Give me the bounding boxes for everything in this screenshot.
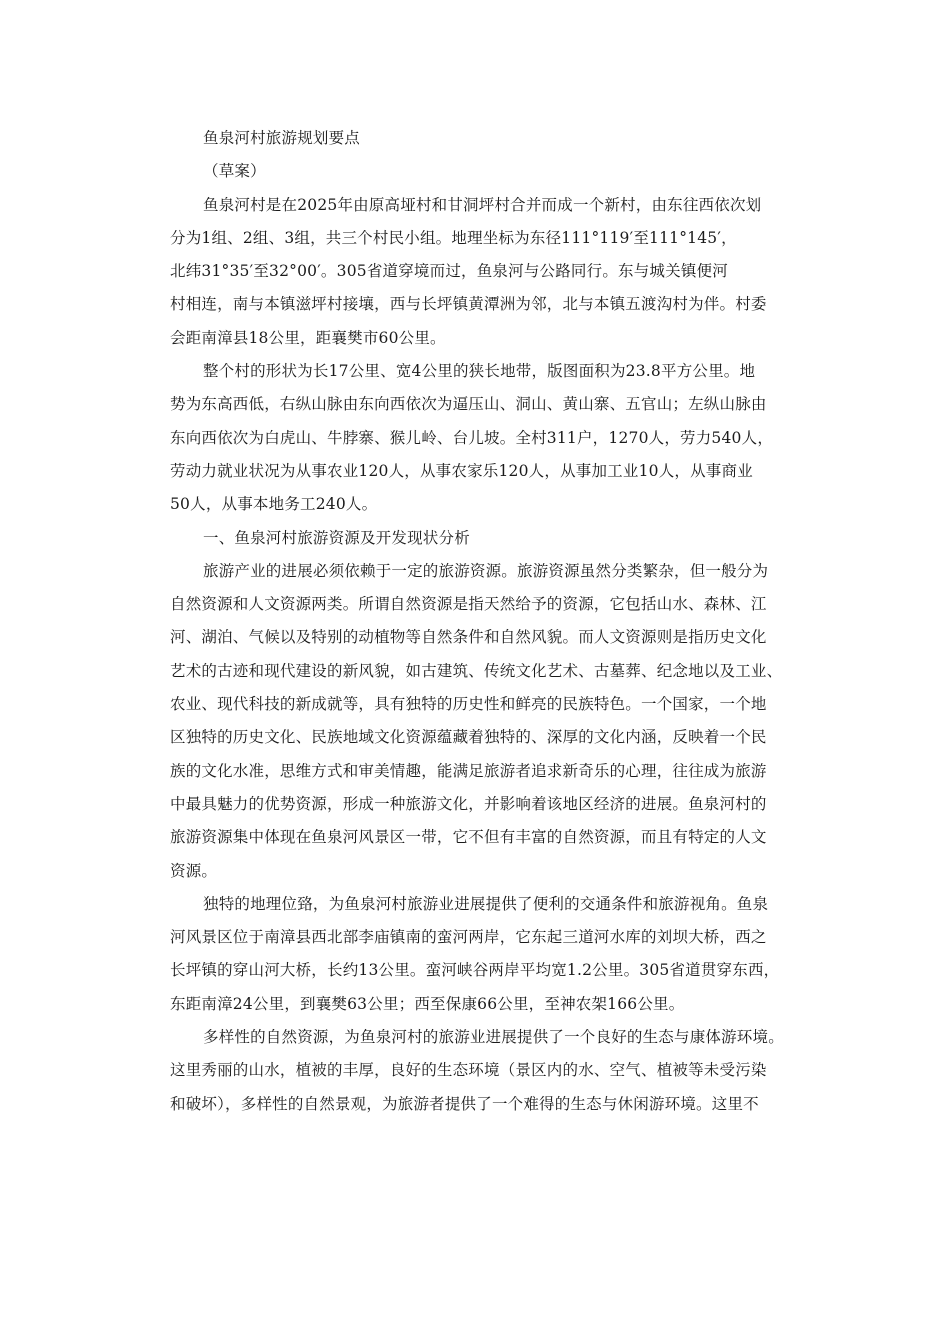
paragraph-line: 独特的地理位臵，为鱼泉河村旅游业进展提供了便利的交通条件和旅游视角。鱼泉 — [203, 894, 769, 913]
paragraph-line: 劳动力就业状况为从事农业120人，从事农家乐120人，从事加工业10人，从事商业 — [170, 461, 753, 480]
paragraph-line: 河、湖泊、气候以及特别的动植物等自然条件和自然风貌。而人文资源则是指历史文化 — [170, 628, 767, 647]
paragraph-nature — [170, 1021, 820, 1121]
paragraph-line: 势为东高西低，右纵山脉由东向西依次为逼压山、洞山、黄山寨、五官山；左纵山脉由 — [170, 395, 767, 414]
paragraph-line: 河风景区位于南漳县西北部李庙镇南的蛮河两岸，它东起三道河水库的刘坝大桥，西之 — [170, 928, 767, 947]
paragraph-line: 自然资源和人文资源两类。所谓自然资源是指天然给予的资源，它包括山水、森林、江 — [170, 595, 767, 614]
paragraph-line: 分为1组、2组、3组，共三个村民小组。地理坐标为东径111°119′至111°145′， — [170, 228, 737, 247]
document-title: 鱼泉河村旅游规划要点 — [203, 129, 361, 147]
paragraph-line: 族的文化水准，思维方式和审美情趣，能满足旅游者追求新奇乐的心理，往往成为旅游 — [170, 761, 767, 780]
paragraph-line: 中最具魅力的优势资源，形成一种旅游文化，并影响着该地区经济的进展。鱼泉河村的 — [170, 794, 767, 813]
paragraph-line: 会距南漳县18公里，距襄樊市60公里。 — [170, 328, 446, 347]
paragraph-line: 东距南漳24公里，到襄樊63公里；西至保康66公里，至神农架166公里。 — [170, 994, 685, 1013]
section-heading: 一、鱼泉河村旅游资源及开发现状分析 — [203, 528, 470, 547]
paragraph-line: 艺术的古迹和现代建设的新风貌，如古建筑、传统文化艺术、古墓葬、纪念地以及工业、 — [170, 661, 783, 680]
paragraph-line: 这里秀丽的山水，植被的丰厚，良好的生态环境（景区内的水、空气、植被等未受污染 — [170, 1061, 767, 1080]
paragraph-line: 资源。 — [170, 861, 218, 880]
paragraph-location — [170, 189, 820, 355]
paragraph-line: 50人，从事本地务工240人。 — [170, 495, 378, 514]
paragraph-line: 村相连，南与本镇滋坪村接壤，西与长坪镇黄潭洲为邻，北与本镇五渡沟村为伴。村委 — [170, 295, 767, 314]
paragraph-line: 东向西依次为白虎山、牛脖寨、猴儿岭、台儿坡。全村311户，1270人，劳力540人， — [170, 428, 774, 447]
paragraph-line: 多样性的自然资源，为鱼泉河村的旅游业进展提供了一个良好的生态与康体游环境。 — [203, 1028, 784, 1047]
paragraph-resources — [170, 555, 820, 888]
paragraph-line: 旅游资源集中体现在鱼泉河风景区一带，它不但有丰富的自然资源，而且有特定的人文 — [170, 828, 767, 847]
document-body — [170, 122, 820, 1121]
paragraph-geography — [170, 888, 820, 1021]
paragraph-shape — [170, 355, 820, 521]
paragraph-line: 鱼泉河村是在2025年由原高垭村和甘洞坪村合并而成一个新村，由东往西依次划 — [203, 195, 762, 214]
paragraph-line: 旅游产业的进展必须依赖于一定的旅游资源。旅游资源虽然分类繁杂，但一般分为 — [203, 561, 769, 580]
paragraph-line: 和破坏），多样性的自然景观，为旅游者提供了一个难得的生态与休闲游环境。这里不 — [170, 1094, 759, 1113]
paragraph-line: 长坪镇的穿山河大桥，长约13公里。蛮河峡谷两岸平均宽1.2公里。305省道贯穿东西， — [170, 961, 780, 980]
paragraph-line: 北纬31°35′至32°00′。305省道穿境而过，鱼泉河与公路同行。东与城关镇便河 — [170, 262, 728, 281]
document-subtitle: （草案） — [203, 162, 266, 181]
paragraph-line: 整个村的形状为长17公里、宽4公里的狭长地带，版图面积为23.8平方公里。地 — [203, 362, 756, 381]
paragraph-line: 农业、现代科技的新成就等，具有独特的历史性和鲜亮的民族特色。一个国家，一个地 — [170, 695, 767, 714]
paragraph-line: 区独特的历史文化、民族地域文化资源蕴藏着独特的、深厚的文化内涵，反映着一个民 — [170, 728, 767, 747]
